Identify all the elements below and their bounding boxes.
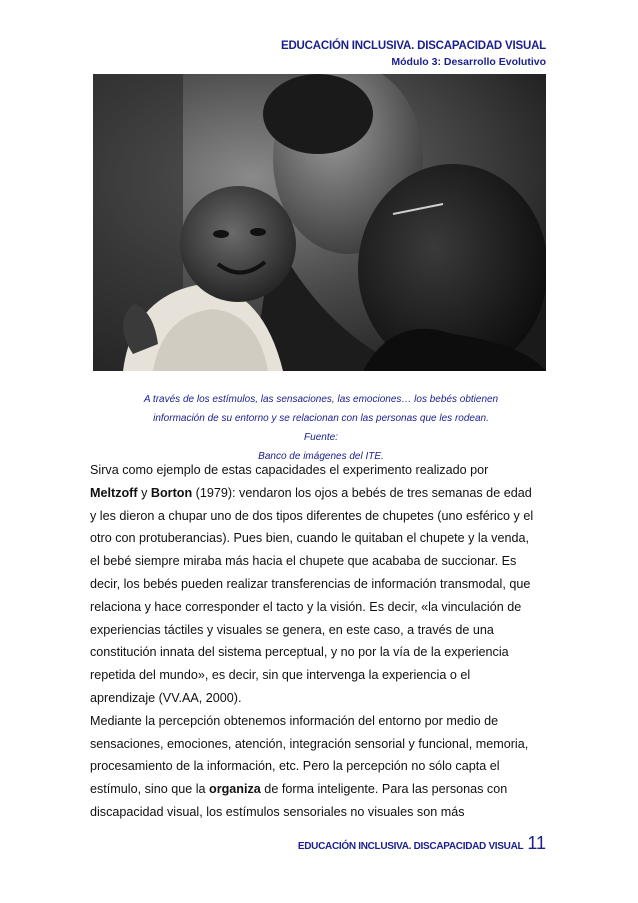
author-name: Borton	[150, 485, 193, 500]
page-header-title: EDUCACIÓN INCLUSIVA. DISCAPACIDAD VISUAL	[280, 40, 546, 52]
body-line	[90, 801, 552, 824]
text-run: el bebé siempre miraba más hacia el chupete que acababa de succionar. Es	[90, 554, 517, 569]
text-run: y	[137, 485, 151, 500]
text-run: estímulo, sino que la	[90, 782, 210, 797]
page-footer	[298, 833, 546, 854]
text-run: discapacidad visual, los estímulos sensoriales no visuales son más	[90, 804, 465, 819]
photo-baby-and-adult	[93, 74, 546, 371]
figure-caption	[136, 390, 506, 466]
body-line	[90, 505, 552, 528]
body-line	[90, 619, 552, 642]
text-run: procesamiento de la información, etc. Pero la percepción no sólo capta el	[90, 759, 500, 774]
page-number: 11	[527, 833, 546, 853]
text-run: constitución innata del sistema perceptual, y no por la vía de la experiencia	[90, 645, 509, 660]
body-line	[90, 733, 552, 756]
body-line	[90, 459, 552, 482]
body-line	[90, 641, 552, 664]
page-header-subtitle: Módulo 3: Desarrollo Evolutivo	[391, 56, 546, 68]
text-run: y les dieron a chupar uno de dos tipos diferentes de chupetes (uno esférico y el	[90, 508, 534, 523]
emphasis: organiza	[209, 782, 261, 797]
footer-label: EDUCACIÓN INCLUSIVA. DISCAPACIDAD VISUAL	[297, 841, 524, 852]
caption-line: A través de los estímulos, las sensaciones, las emociones… los bebés obtienen	[143, 394, 499, 405]
text-run: Mediante la percepción obtenemos información del entorno por medio de	[90, 713, 499, 728]
text-run: aprendizaje (VV.AA, 2000).	[90, 690, 242, 705]
body-line	[90, 778, 552, 801]
text-run: decir, los bebés pueden realizar transferencias de información transmodal, que	[90, 576, 531, 591]
body-line	[90, 596, 552, 619]
text-run: (1979): vendaron los ojos a bebés de tres semanas de edad	[192, 485, 532, 500]
body-line	[90, 482, 552, 505]
body-line	[90, 687, 552, 710]
caption-line: información de su entorno y se relacionan con las personas que les rodean. Fuente:	[153, 413, 489, 443]
text-run: sensaciones, emociones, atención, integración sensorial y funcional, memoria,	[90, 736, 529, 751]
text-run: de forma inteligente. Para las personas con	[260, 782, 508, 797]
text-run: otro con protuberancias). Pues bien, cuando le quitaban el chupete y la venda,	[90, 531, 529, 546]
photo-illustration	[93, 74, 546, 371]
author-name: Meltzoff	[90, 485, 138, 500]
text-run: experiencias táctiles y visuales se genera, en este caso, a través de una	[90, 622, 494, 637]
body-line	[90, 755, 552, 778]
text-run: Sirva como ejemplo de estas capacidades el experimento realizado por	[90, 463, 489, 477]
caption-line: Banco de imágenes del ITE.	[258, 451, 384, 462]
body-line	[90, 710, 552, 733]
text-run: repetida del mundo», es decir, sin que intervenga la experiencia o el	[90, 668, 471, 683]
body-line	[90, 527, 552, 550]
body-text	[90, 459, 552, 824]
body-line	[90, 550, 552, 573]
text-run: relaciona y hace corresponder el tacto y la visión. Es decir, «la vinculación de	[90, 599, 522, 614]
body-line	[90, 664, 552, 687]
body-line	[90, 573, 552, 596]
